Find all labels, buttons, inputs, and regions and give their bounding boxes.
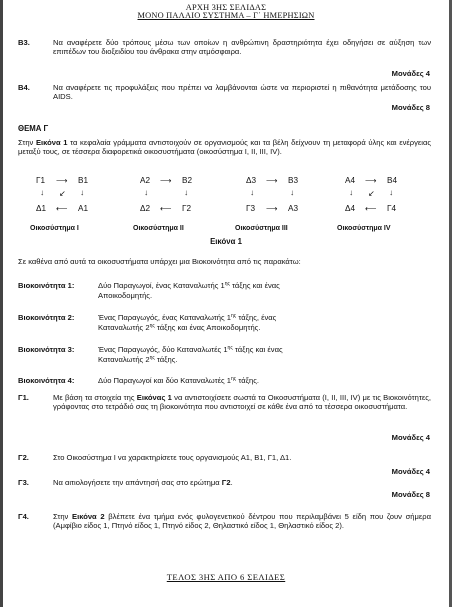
eco3-br: Α3 bbox=[288, 204, 299, 213]
eco4-arrow-right: ⟶ bbox=[365, 176, 377, 185]
eco3-arrow-down-right: ↓ bbox=[290, 188, 295, 197]
ecosystem-1-label: Οικοσύστημα I bbox=[30, 225, 79, 232]
ecosystem-4-label: Οικοσύστημα IV bbox=[337, 225, 391, 232]
community-2-desc bbox=[98, 313, 418, 333]
community-1-l2: Αποικοδομητής. bbox=[98, 291, 153, 300]
question-b3-number: Β3. bbox=[18, 38, 30, 47]
g1-figure-ref: Εικόνας 1 bbox=[136, 393, 172, 402]
question-g2-text: Στο Οικοσύστημα I να χαρακτηρίσετε τους οργανισμούς Α1, Β1, Γ1, Δ1. bbox=[53, 453, 292, 462]
community-1-desc bbox=[98, 281, 418, 301]
eco2-arrow-right: ⟶ bbox=[160, 176, 172, 185]
question-g3-number: Γ3. bbox=[18, 478, 29, 487]
eco4-arrow-left: ⟵ bbox=[365, 204, 377, 213]
eco1-arrow-left: ⟵ bbox=[56, 204, 68, 213]
question-g1-text bbox=[53, 393, 431, 411]
section-title: ΘΕΜΑ Γ bbox=[18, 124, 49, 133]
eco3-arrow-down: ↓ bbox=[250, 188, 255, 197]
g1-pre: Με βάση τα στοιχεία της bbox=[53, 393, 137, 402]
question-g4-text bbox=[53, 512, 431, 530]
ecosystem-2-label: Οικοσύστημα II bbox=[133, 225, 184, 232]
community-3-l2a: Καταναλωτής 2 bbox=[98, 355, 150, 364]
page-header-line1: ΑΡΧΗ 3ΗΣ ΣΕΛΙΔΑΣ bbox=[185, 3, 267, 12]
page-footer: ΤΕΛΟΣ 3ΗΣ ΑΠΟ 6 ΣΕΛΙΔΕΣ bbox=[166, 572, 286, 582]
question-g1-marks: Μονάδες 4 bbox=[391, 433, 430, 442]
eco2-tr: Β2 bbox=[182, 176, 193, 185]
page-left-border bbox=[0, 0, 3, 607]
question-b4-text: Να αναφέρετε τις προφυλάξεις που πρέπει να λαμβάνονται ώστε να περιοριστεί η πιθανότητα μετάδοσης του AIDS. bbox=[53, 83, 431, 101]
community-4-name: Βιοκοινότητα 4: bbox=[18, 376, 75, 385]
community-1-name: Βιοκοινότητα 1: bbox=[18, 281, 75, 290]
g1-post: να αντιστοιχίσετε σωστά τα Οικοσυστήματα (I, II, III, IV) με τις Βιοκοινότητες, γράφοντας στο τετράδιό σας τη βιοκοινότητα που αντιστοιχεί σε κάθε ένα από τα τέσσερα οικοσυστήματα. bbox=[53, 393, 432, 411]
community-4-sup1: ης bbox=[231, 376, 237, 382]
question-g3-marks: Μονάδες 8 bbox=[391, 490, 430, 499]
eco3-tl: Δ3 bbox=[246, 176, 257, 185]
eco1-arrow-right: ⟶ bbox=[56, 176, 68, 185]
g4-post: βλέπετε ένα τμήμα ενός φυλογενετικού δέντρου που περιλαμβάνει 5 είδη που ζουν σήμερα (Αμφίβιο είδος 1, Πτηνό είδος 1, Πτηνό είδος 2, Θηλαστικό είδος 1, Θηλαστικό είδος 2). bbox=[53, 512, 431, 530]
community-3-name: Βιοκοινότητα 3: bbox=[18, 345, 75, 354]
question-b3-text: Να αναφέρετε δύο τρόπους μέσω των οποίων η ανθρώπινη δραστηριότητα έχει οδηγήσει σε αύξηση των επιπέδων του διοξειδίου του άνθρακα στην ατμόσφαιρα. bbox=[53, 38, 431, 56]
ecosystem-3-label: Οικοσύστημα III bbox=[235, 225, 288, 232]
g3-ref: Γ2 bbox=[221, 478, 231, 487]
eco2-tl: Α2 bbox=[140, 176, 151, 185]
eco2-br: Γ2 bbox=[182, 204, 192, 213]
figure-1-caption: Εικόνα 1 bbox=[210, 237, 242, 246]
intro-post: τα κεφαλαία γράμματα αντιστοιχούν σε οργανισμούς και τα βέλη δείχνουν τη μεταφορά ύλης και ενέργειας μεταξύ τους, σε τέσσερα διαφορετικά οικοσυστήματα (οικοσύστημα I, II, III, IV). bbox=[18, 138, 431, 156]
communities-intro: Σε καθένα από αυτά τα οικοσυστήματα υπάρχει μια Βιοκοινότητα από τις παρακάτω: bbox=[18, 257, 301, 266]
eco1-arrow-down: ↓ bbox=[40, 188, 45, 197]
community-4-desc bbox=[98, 376, 418, 386]
g3-pre: Να αιτιολογήσετε την απάντησή σας στο ερώτημα bbox=[53, 478, 222, 487]
g4-figure-ref: Εικόνα 2 bbox=[72, 512, 105, 521]
eco4-arrow-down-right: ↓ bbox=[389, 188, 394, 197]
community-3-sup1: ης bbox=[227, 345, 233, 351]
eco1-arrow-diag: ↙ bbox=[59, 189, 66, 198]
community-4-l1: Δύο Παραγωγοί και δύο Καταναλωτές 1 bbox=[98, 376, 232, 385]
community-1-sup1: ης bbox=[224, 281, 230, 287]
eco3-arrow-right: ⟶ bbox=[266, 176, 278, 185]
eco4-bl: Δ4 bbox=[345, 204, 356, 213]
community-2-l2b: τάξης και ένας Αποικοδομητής. bbox=[154, 323, 261, 332]
community-3-desc bbox=[98, 345, 418, 365]
community-2-l1b: τάξης, ένας bbox=[236, 313, 277, 322]
community-3-l1b: τάξης και ένας bbox=[232, 345, 283, 354]
question-g2-marks: Μονάδες 4 bbox=[391, 467, 430, 476]
community-2-name: Βιοκοινότητα 2: bbox=[18, 313, 75, 322]
eco1-tl: Γ1 bbox=[36, 176, 46, 185]
eco3-arrow-right-bottom: ⟶ bbox=[266, 204, 278, 213]
community-2-sup1: ης bbox=[231, 313, 237, 319]
community-2-l1: Ένας Παραγωγός, ένας Καταναλωτής 1 bbox=[98, 313, 232, 322]
eco3-tr: Β3 bbox=[288, 176, 299, 185]
eco1-arrow-down-right: ↓ bbox=[80, 188, 85, 197]
eco4-arrow-down: ↓ bbox=[349, 188, 354, 197]
eco2-arrow-left: ⟵ bbox=[160, 204, 172, 213]
g3-post: . bbox=[230, 478, 233, 487]
eco3-bl: Γ3 bbox=[246, 204, 256, 213]
community-1-l1: Δύο Παραγωγοί, ένας Καταναλωτής 1 bbox=[98, 281, 225, 290]
question-b4-marks: Μονάδες 8 bbox=[391, 103, 430, 112]
community-2-sup2: ης bbox=[149, 323, 155, 329]
eco4-tl: Α4 bbox=[345, 176, 356, 185]
eco1-tr: Β1 bbox=[78, 176, 89, 185]
eco4-arrow-diag: ↙ bbox=[368, 189, 375, 198]
question-g4-number: Γ4. bbox=[18, 512, 29, 521]
question-g1-number: Γ1. bbox=[18, 393, 29, 402]
page-header-line2: ΜΟΝΟ ΠΑΛΑΙΟ ΣΥΣΤΗΜΑ – Γ΄ ΗΜΕΡΗΣΙΩΝ bbox=[137, 11, 315, 20]
theme-intro bbox=[18, 138, 431, 156]
question-g3-text bbox=[53, 478, 431, 487]
question-b4-number: Β4. bbox=[18, 83, 30, 92]
question-b3-marks: Μονάδες 4 bbox=[391, 69, 430, 78]
eco2-bl: Δ2 bbox=[140, 204, 151, 213]
eco1-bl: Δ1 bbox=[36, 204, 47, 213]
eco2-arrow-down-right: ↓ bbox=[184, 188, 189, 197]
eco4-br: Γ4 bbox=[387, 204, 397, 213]
community-3-l2b: τάξης. bbox=[154, 355, 178, 364]
community-3-l1: Ένας Παραγωγός, δύο Καταναλωτές 1 bbox=[98, 345, 228, 354]
community-3-sup2: ης bbox=[149, 355, 155, 361]
eco4-tr: Β4 bbox=[387, 176, 398, 185]
g4-pre: Στην bbox=[53, 512, 73, 521]
community-2-l2a: Καταναλωτής 2 bbox=[98, 323, 150, 332]
question-g2-number: Γ2. bbox=[18, 453, 29, 462]
eco1-br: Α1 bbox=[78, 204, 89, 213]
community-1-l1b: τάξης και ένας bbox=[229, 281, 280, 290]
eco2-arrow-down: ↓ bbox=[144, 188, 149, 197]
intro-pre: Στην bbox=[18, 138, 36, 147]
community-4-l1b: τάξης. bbox=[236, 376, 260, 385]
intro-figure-ref: Εικόνα 1 bbox=[35, 138, 68, 147]
